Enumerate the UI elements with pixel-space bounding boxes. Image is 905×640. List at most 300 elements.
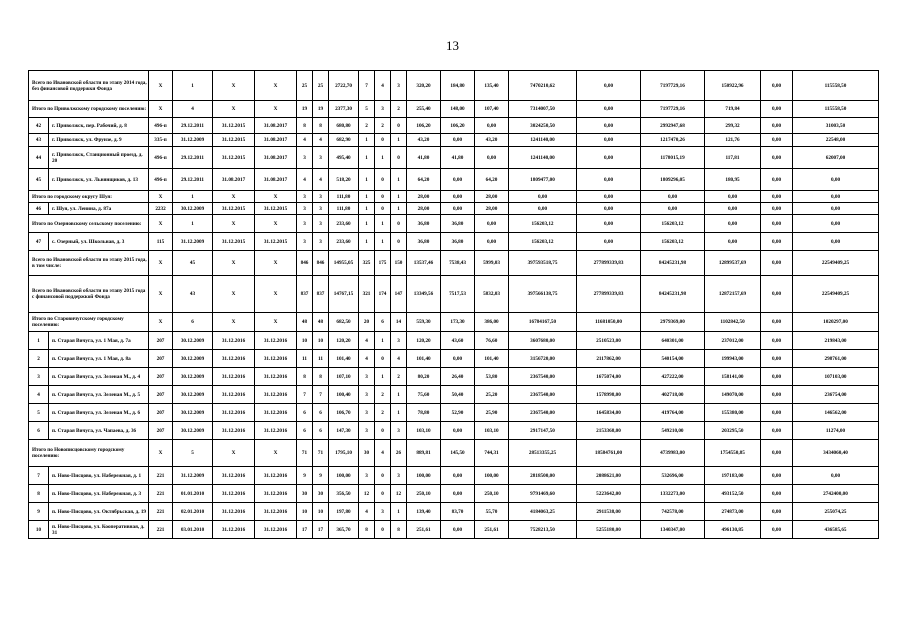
table-cell: 31.12.2016 bbox=[213, 332, 255, 350]
table-cell: 427222,00 bbox=[641, 368, 705, 386]
table-cell: 02.01.2010 bbox=[173, 503, 213, 521]
table-cell: 1 bbox=[173, 215, 213, 233]
table-cell: 837 bbox=[297, 276, 313, 313]
table-cell: 207 bbox=[149, 350, 173, 368]
table-cell: 6 bbox=[173, 313, 213, 332]
table-cell: 9 bbox=[313, 467, 329, 485]
table-cell: 2917147,50 bbox=[509, 422, 577, 440]
table-cell: 237012,00 bbox=[705, 332, 761, 350]
table-cell: 28,00 bbox=[475, 191, 509, 203]
table-cell: 4 bbox=[313, 169, 329, 191]
table-cell: 0,00 bbox=[761, 101, 793, 118]
table-cell: 3 bbox=[359, 368, 375, 386]
table-cell: 321 bbox=[359, 276, 375, 313]
table-cell: 251,61 bbox=[475, 521, 509, 539]
table-cell: Х bbox=[149, 101, 173, 118]
table-cell: 2 bbox=[359, 118, 375, 134]
table-cell: Х bbox=[213, 440, 255, 467]
table-cell: 1 bbox=[359, 134, 375, 147]
table-cell: 52,90 bbox=[441, 404, 475, 422]
table-cell: 0,00 bbox=[761, 251, 793, 276]
table-cell: 111,80 bbox=[329, 191, 359, 203]
table-cell: 0,00 bbox=[761, 521, 793, 539]
table-cell: 0,00 bbox=[705, 233, 761, 251]
table-cell: 155380,00 bbox=[705, 404, 761, 422]
table-cell: 203295,50 bbox=[705, 422, 761, 440]
table-cell: 5 bbox=[173, 440, 213, 467]
table-cell: 2232 bbox=[149, 203, 173, 215]
table-cell: 1 bbox=[375, 215, 391, 233]
table-cell: 4 bbox=[173, 101, 213, 118]
table-cell: 719,84 bbox=[705, 101, 761, 118]
table-cell: 31.12.2016 bbox=[255, 404, 297, 422]
table-cell: 64,20 bbox=[407, 169, 441, 191]
table-cell: 20 bbox=[359, 313, 375, 332]
table-cell: 31.12.2016 bbox=[213, 467, 255, 485]
table-cell: 0,00 bbox=[761, 203, 793, 215]
table-cell: Х bbox=[255, 101, 297, 118]
table-cell: 0,00 bbox=[761, 422, 793, 440]
table-cell: 31.12.2009 bbox=[173, 134, 213, 147]
table-cell: 31.12.2015 bbox=[213, 233, 255, 251]
table-cell: 0,00 bbox=[475, 118, 509, 134]
table-cell: 0,00 bbox=[641, 191, 705, 203]
table-cell: Х bbox=[213, 313, 255, 332]
row-number: 6 bbox=[29, 422, 49, 440]
table-cell: 0,00 bbox=[577, 134, 641, 147]
table-cell: 76,60 bbox=[475, 332, 509, 350]
table-cell: 19 bbox=[313, 101, 329, 118]
table-cell: 31.12.2016 bbox=[255, 386, 297, 404]
table-cell: 1332273,00 bbox=[641, 485, 705, 503]
table-cell: 493152,50 bbox=[705, 485, 761, 503]
table-cell: 31.12.2015 bbox=[213, 134, 255, 147]
table-cell: 0,00 bbox=[761, 169, 793, 191]
table-cell: 1102842,50 bbox=[705, 313, 761, 332]
table-cell: 115558,50 bbox=[793, 71, 879, 101]
table-cell: 3 bbox=[375, 503, 391, 521]
row-title: Всего по Ивановской области по этапу 2014 года, без финансовой поддержки Фонда bbox=[29, 71, 149, 101]
table-cell: 31.12.2009 bbox=[173, 233, 213, 251]
table-cell: 3 bbox=[297, 191, 313, 203]
table-cell: 11 bbox=[297, 350, 313, 368]
row-title: Итого по городскому округу Шуя: bbox=[29, 191, 149, 203]
table-cell: 17 bbox=[313, 521, 329, 539]
table-cell: 28,00 bbox=[407, 191, 441, 203]
table-row bbox=[29, 386, 879, 404]
table-cell: 48 bbox=[313, 313, 329, 332]
table-cell: 2818500,00 bbox=[509, 467, 577, 485]
table-cell: 8 bbox=[359, 521, 375, 539]
table-cell: 6 bbox=[313, 422, 329, 440]
table-cell: 1795,10 bbox=[329, 440, 359, 467]
table-cell: 277899339,83 bbox=[577, 276, 641, 313]
table-cell: 101,40 bbox=[475, 350, 509, 368]
table-cell: 680,80 bbox=[329, 118, 359, 134]
table-row bbox=[29, 485, 879, 503]
table-cell: 0,00 bbox=[577, 118, 641, 134]
table-cell: 1 bbox=[359, 233, 375, 251]
table-cell: 7 bbox=[359, 71, 375, 101]
table-cell: 106,20 bbox=[407, 118, 441, 134]
table-cell: 120,20 bbox=[407, 332, 441, 350]
table-cell: 3 bbox=[359, 467, 375, 485]
table-cell: 31.12.2016 bbox=[255, 503, 297, 521]
table-cell: 1645834,00 bbox=[577, 404, 641, 422]
table-cell: 13537,46 bbox=[407, 251, 441, 276]
table-cell: 30.12.2009 bbox=[173, 350, 213, 368]
table-cell: 17 bbox=[297, 521, 313, 539]
table-cell: 1 bbox=[391, 386, 407, 404]
house-address: п. Старая Вичуга, ул. Зеленая М., д. 5 bbox=[49, 386, 149, 404]
table-cell: 0,00 bbox=[577, 215, 641, 233]
table-cell: 0,00 bbox=[793, 215, 879, 233]
table-cell: 1 bbox=[391, 134, 407, 147]
table-cell: 0 bbox=[391, 215, 407, 233]
table-cell: 43,60 bbox=[441, 332, 475, 350]
table-cell: 2722,70 bbox=[329, 71, 359, 101]
table-cell: 2153368,00 bbox=[577, 422, 641, 440]
table-cell: 3 bbox=[297, 203, 313, 215]
table-cell: 12 bbox=[391, 485, 407, 503]
table-cell: 0,00 bbox=[761, 313, 793, 332]
table-cell: 0 bbox=[391, 147, 407, 169]
table-cell: 274873,00 bbox=[705, 503, 761, 521]
table-cell: 4 bbox=[375, 71, 391, 101]
table-cell: 8 bbox=[391, 521, 407, 539]
table-cell: 6 bbox=[375, 313, 391, 332]
table-cell: 139,40 bbox=[407, 503, 441, 521]
table-cell: 26,40 bbox=[441, 368, 475, 386]
table-cell: Х bbox=[213, 71, 255, 101]
table-cell: 251,61 bbox=[407, 521, 441, 539]
table-cell: 103,10 bbox=[407, 422, 441, 440]
table-cell: 0,00 bbox=[577, 101, 641, 118]
table-cell: 1 bbox=[391, 203, 407, 215]
table-cell: 3 bbox=[297, 233, 313, 251]
house-address: г. Приволжск, ул. Льнянщиков, д. 13 bbox=[49, 169, 149, 191]
table-cell: 0,00 bbox=[577, 71, 641, 101]
table-cell: 4 bbox=[313, 134, 329, 147]
table-cell: 1754550,85 bbox=[705, 440, 761, 467]
table-cell: 14 bbox=[391, 313, 407, 332]
table-cell: 25,20 bbox=[475, 386, 509, 404]
table-cell: 3 bbox=[359, 386, 375, 404]
table-cell: 45 bbox=[173, 251, 213, 276]
table-cell: 111,80 bbox=[329, 203, 359, 215]
table-cell: 0,00 bbox=[761, 233, 793, 251]
table-cell: 175 bbox=[375, 251, 391, 276]
table-cell: 115 bbox=[149, 233, 173, 251]
table-cell: Х bbox=[149, 191, 173, 203]
table-cell: Х bbox=[149, 276, 173, 313]
table-cell: 0,00 bbox=[441, 203, 475, 215]
table-cell: 25 bbox=[297, 71, 313, 101]
table-cell: 0,00 bbox=[475, 233, 509, 251]
row-number: 8 bbox=[29, 485, 49, 503]
table-cell: 03.01.2010 bbox=[173, 521, 213, 539]
table-cell: 180,95 bbox=[705, 169, 761, 191]
table-cell: 10 bbox=[313, 503, 329, 521]
table-cell: 4 bbox=[359, 332, 375, 350]
table-cell: Х bbox=[255, 313, 297, 332]
table-cell: 173,30 bbox=[441, 313, 475, 332]
table-cell: 250,10 bbox=[407, 485, 441, 503]
table-cell: 255,40 bbox=[407, 101, 441, 118]
table-cell: 837 bbox=[313, 276, 329, 313]
table-cell: 0,00 bbox=[761, 440, 793, 467]
table-cell: 0,00 bbox=[577, 203, 641, 215]
table-cell: 120,20 bbox=[329, 332, 359, 350]
house-address: г. Приволжск, пер. Рабочий, д. 8 bbox=[49, 118, 149, 134]
table-cell: 26 bbox=[391, 440, 407, 467]
table-cell: 1 bbox=[359, 169, 375, 191]
table-cell: 29.12.2011 bbox=[173, 169, 213, 191]
table-cell: 2367540,00 bbox=[509, 404, 577, 422]
table-cell: 7538,43 bbox=[441, 251, 475, 276]
table-cell: Х bbox=[213, 191, 255, 203]
table-cell: 75,60 bbox=[407, 386, 441, 404]
row-number: 45 bbox=[29, 169, 49, 191]
table-cell: 150922,96 bbox=[705, 71, 761, 101]
house-address: п. Ново-Писцово, ул. Набережная, д. 3 bbox=[49, 485, 149, 503]
table-cell: 0,00 bbox=[641, 203, 705, 215]
table-cell: 2911538,00 bbox=[577, 503, 641, 521]
table-cell: 0,00 bbox=[761, 404, 793, 422]
table-cell: Х bbox=[213, 215, 255, 233]
table-cell: 135,40 bbox=[475, 71, 509, 101]
table-cell: 31.08.2017 bbox=[255, 169, 297, 191]
table-cell: 31.12.2016 bbox=[255, 332, 297, 350]
table-cell: 8 bbox=[313, 368, 329, 386]
table-cell: 742578,00 bbox=[641, 503, 705, 521]
table-cell: 0,00 bbox=[705, 203, 761, 215]
table-cell: 31.12.2016 bbox=[255, 368, 297, 386]
table-cell: 147,30 bbox=[329, 422, 359, 440]
table-cell: 0 bbox=[375, 467, 391, 485]
table-cell: 4184063,25 bbox=[509, 503, 577, 521]
table-cell: 0 bbox=[375, 422, 391, 440]
table-cell: 335-п bbox=[149, 134, 173, 147]
table-cell: 30 bbox=[313, 485, 329, 503]
table-cell: 2992947,68 bbox=[641, 118, 705, 134]
table-cell: 100,00 bbox=[329, 467, 359, 485]
table-cell: 25 bbox=[313, 71, 329, 101]
table-cell: 889,81 bbox=[407, 440, 441, 467]
table-cell: 1 bbox=[375, 147, 391, 169]
table-cell: 0 bbox=[391, 233, 407, 251]
table-cell: 0,00 bbox=[705, 191, 761, 203]
table-cell: 397566138,75 bbox=[509, 276, 577, 313]
table-cell: 150 bbox=[391, 251, 407, 276]
table-cell: 7197729,16 bbox=[641, 71, 705, 101]
row-number: 9 bbox=[29, 503, 49, 521]
row-number: 44 bbox=[29, 147, 49, 169]
table-cell: 31.08.2017 bbox=[213, 169, 255, 191]
table-cell: 0,00 bbox=[793, 233, 879, 251]
table-row bbox=[29, 503, 879, 521]
table-cell: 31.12.2016 bbox=[213, 350, 255, 368]
table-cell: 682,90 bbox=[329, 134, 359, 147]
table-cell: 10 bbox=[297, 332, 313, 350]
table-cell: 7 bbox=[313, 386, 329, 404]
table-row bbox=[29, 368, 879, 386]
table-cell: 402718,00 bbox=[641, 386, 705, 404]
table-cell: Х bbox=[213, 101, 255, 118]
row-title: Итого по Приволжскому городскому поселению: bbox=[29, 101, 149, 118]
table-cell: 31.12.2016 bbox=[213, 422, 255, 440]
row-title: Итого по Старовичугскому городскому поселению: bbox=[29, 313, 149, 332]
table-cell: 2367540,00 bbox=[509, 386, 577, 404]
table-cell: 5255180,00 bbox=[577, 521, 641, 539]
table-cell: 146562,00 bbox=[793, 404, 879, 422]
table-cell: 221 bbox=[149, 503, 173, 521]
table-cell: 0 bbox=[375, 485, 391, 503]
table-cell: 5 bbox=[359, 101, 375, 118]
table-cell: 3607680,00 bbox=[509, 332, 577, 350]
table-cell: 3 bbox=[313, 215, 329, 233]
table-cell: 8 bbox=[297, 118, 313, 134]
table-cell: 2 bbox=[391, 368, 407, 386]
table-cell: 0 bbox=[391, 118, 407, 134]
page-number: 13 bbox=[446, 38, 459, 53]
table-cell: 107,40 bbox=[475, 101, 509, 118]
housing-program-table bbox=[28, 70, 879, 539]
table-cell: 31.12.2016 bbox=[213, 404, 255, 422]
table-cell: 549210,00 bbox=[641, 422, 705, 440]
table-cell: 1178015,19 bbox=[641, 147, 705, 169]
table-cell: 0,00 bbox=[441, 134, 475, 147]
table-cell: 496130,85 bbox=[705, 521, 761, 539]
table-row bbox=[29, 521, 879, 539]
table-cell: 0,00 bbox=[441, 521, 475, 539]
table-cell: 221 bbox=[149, 521, 173, 539]
subtotal-row bbox=[29, 440, 879, 467]
table-cell: 31.12.2016 bbox=[255, 422, 297, 440]
table-cell: 419764,00 bbox=[641, 404, 705, 422]
table-cell: 1241140,00 bbox=[509, 134, 577, 147]
table-cell: 71 bbox=[313, 440, 329, 467]
table-cell: 31.12.2016 bbox=[213, 386, 255, 404]
table-cell: 100,00 bbox=[475, 467, 509, 485]
table-cell: 48 bbox=[297, 313, 313, 332]
table-cell: 158141,00 bbox=[705, 368, 761, 386]
table-cell: 356,50 bbox=[329, 485, 359, 503]
table-cell: 0,00 bbox=[761, 134, 793, 147]
table-cell: 0 bbox=[375, 203, 391, 215]
table-cell: 7517,53 bbox=[441, 276, 475, 313]
table-cell: 0,00 bbox=[761, 386, 793, 404]
table-cell: 84245231,98 bbox=[641, 276, 705, 313]
table-cell: 197183,00 bbox=[705, 467, 761, 485]
table-cell: 101,40 bbox=[329, 350, 359, 368]
table-cell: 1217470,26 bbox=[641, 134, 705, 147]
table-cell: 156203,12 bbox=[509, 215, 577, 233]
table-cell: 3156720,00 bbox=[509, 350, 577, 368]
table-cell: 174 bbox=[375, 276, 391, 313]
table-cell: 397593518,75 bbox=[509, 251, 577, 276]
table-cell: 30.12.2009 bbox=[173, 386, 213, 404]
table-cell: 0,00 bbox=[509, 191, 577, 203]
table-cell: 1 bbox=[391, 404, 407, 422]
table-body bbox=[29, 71, 879, 539]
table-cell: 22549409,25 bbox=[793, 276, 879, 313]
table-cell: 64,20 bbox=[475, 169, 509, 191]
table-cell: 386,00 bbox=[475, 313, 509, 332]
table-cell: 3 bbox=[297, 215, 313, 233]
table-cell: 106,70 bbox=[329, 404, 359, 422]
table-cell: 10 bbox=[297, 503, 313, 521]
table-cell: Х bbox=[149, 251, 173, 276]
table-cell: 0,00 bbox=[705, 215, 761, 233]
table-cell: 3 bbox=[375, 101, 391, 118]
table-cell: 3 bbox=[391, 71, 407, 101]
table-row bbox=[29, 147, 879, 169]
table-cell: 107,10 bbox=[329, 368, 359, 386]
table-cell: 145,50 bbox=[441, 440, 475, 467]
table-cell: Х bbox=[149, 215, 173, 233]
row-title: Всего по Ивановской области по этапу 2015 года с финансовой поддержкой Фонда bbox=[29, 276, 149, 313]
table-cell: 298761,00 bbox=[793, 350, 879, 368]
table-cell: 50,40 bbox=[441, 386, 475, 404]
table-cell: 31.12.2015 bbox=[255, 203, 297, 215]
table-cell: 100,00 bbox=[407, 467, 441, 485]
table-cell: 277899339,83 bbox=[577, 251, 641, 276]
table-cell: 0,00 bbox=[577, 147, 641, 169]
subtotal-row bbox=[29, 191, 879, 203]
table-cell: 4 bbox=[359, 503, 375, 521]
table-cell: 117,81 bbox=[705, 147, 761, 169]
table-cell: 233,60 bbox=[329, 215, 359, 233]
table-cell: 1 bbox=[359, 215, 375, 233]
table-cell: 0,00 bbox=[793, 169, 879, 191]
table-cell: 219843,00 bbox=[793, 332, 879, 350]
table-cell: 29.12.2011 bbox=[173, 147, 213, 169]
table-cell: 78,80 bbox=[407, 404, 441, 422]
table-cell: 18584761,00 bbox=[577, 440, 641, 467]
table-cell: 3 bbox=[297, 147, 313, 169]
table-cell: 518,20 bbox=[329, 169, 359, 191]
row-number: 5 bbox=[29, 404, 49, 422]
table-cell: 4739983,00 bbox=[641, 440, 705, 467]
table-cell: Х bbox=[255, 251, 297, 276]
table-cell: 30.12.2009 bbox=[173, 332, 213, 350]
table-cell: 207 bbox=[149, 386, 173, 404]
table-cell: 1 bbox=[375, 368, 391, 386]
table-cell: 149070,00 bbox=[705, 386, 761, 404]
table-row bbox=[29, 233, 879, 251]
table-cell: 299,32 bbox=[705, 118, 761, 134]
table-cell: 71 bbox=[297, 440, 313, 467]
table-cell: 31.12.2015 bbox=[213, 118, 255, 134]
table-cell: 559,30 bbox=[407, 313, 441, 332]
table-cell: 0,00 bbox=[761, 215, 793, 233]
table-cell: 101,40 bbox=[407, 350, 441, 368]
table-cell: 01.01.2010 bbox=[173, 485, 213, 503]
table-cell: 41,80 bbox=[407, 147, 441, 169]
table-cell: 3024250,50 bbox=[509, 118, 577, 134]
table-cell: 2742400,00 bbox=[793, 485, 879, 503]
table-cell: 4 bbox=[297, 134, 313, 147]
table-cell: 0,00 bbox=[793, 203, 879, 215]
house-address: п. Ново-Писцово, ул. Кооперативная, д. 31 bbox=[49, 521, 149, 539]
table-cell: 2 bbox=[375, 386, 391, 404]
table-cell: 5832,03 bbox=[475, 276, 509, 313]
table-cell: 496-п bbox=[149, 169, 173, 191]
table-row bbox=[29, 467, 879, 485]
table-cell: 83,70 bbox=[441, 503, 475, 521]
table-cell: 31.12.2015 bbox=[213, 147, 255, 169]
